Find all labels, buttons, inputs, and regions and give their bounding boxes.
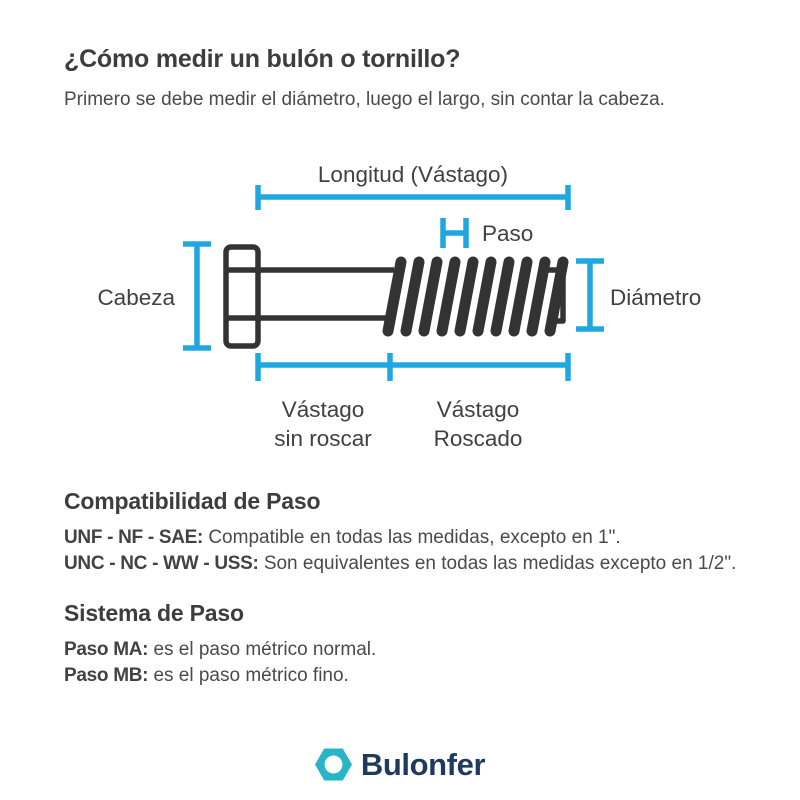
footer-brand [0,746,800,783]
compatibilidad-item [64,551,740,577]
sistema-item [64,663,740,689]
vastago-dimension-line [258,353,568,381]
compatibilidad-description: Compatible en todas las medidas, excepto en 1". [208,527,621,548]
longitud-dimension-line [258,185,568,210]
diametro-dimension-line [576,261,604,329]
vastago-roscado-label-line1: Vástago [436,397,520,422]
brand-name: Bulonfer [360,746,486,782]
bulonfer-hex-nut-icon [315,746,352,783]
sistema-term: Paso MA: [64,639,149,660]
cabeza-label: Cabeza [97,285,175,310]
sistema-item [64,637,740,663]
sistema-term: Paso MB: [64,665,149,686]
bolt-measurement-diagram [0,140,800,470]
section-compatibilidad [64,490,740,577]
page-title: ¿Cómo medir un bulón o tornillo? [64,45,461,73]
vastago-sin-roscar-label-line1: Vástago [281,397,365,422]
compatibilidad-description: Son equivalentes en todas las medidas excepto en 1/2". [263,553,737,574]
vastago-roscado-label-line2: Roscado [433,426,523,451]
compatibilidad-term: UNF - NF - SAE: [64,527,204,548]
bolt-head [226,247,258,346]
paso-dimension-line [443,218,466,248]
page-subtitle: Primero se debe medir el diámetro, luego el largo, sin contar la cabeza. [64,89,665,110]
paso-label: Paso [482,221,534,246]
sistema-heading: Sistema de Paso [64,600,244,626]
cabeza-dimension-line [183,244,211,348]
compatibilidad-heading: Compatibilidad de Paso [64,488,321,514]
diametro-label: Diámetro [610,285,702,310]
longitud-label: Longitud (Vástago) [317,162,509,187]
sistema-description: es el paso métrico fino. [153,665,349,686]
bolt-threads [388,262,563,331]
sistema-description: es el paso métrico normal. [153,639,377,660]
compatibilidad-term: UNC - NC - WW - USS: [64,553,259,574]
vastago-sin-roscar-label-line2: sin roscar [274,426,372,451]
compatibilidad-item [64,525,740,551]
section-sistema-de-paso [64,602,740,689]
